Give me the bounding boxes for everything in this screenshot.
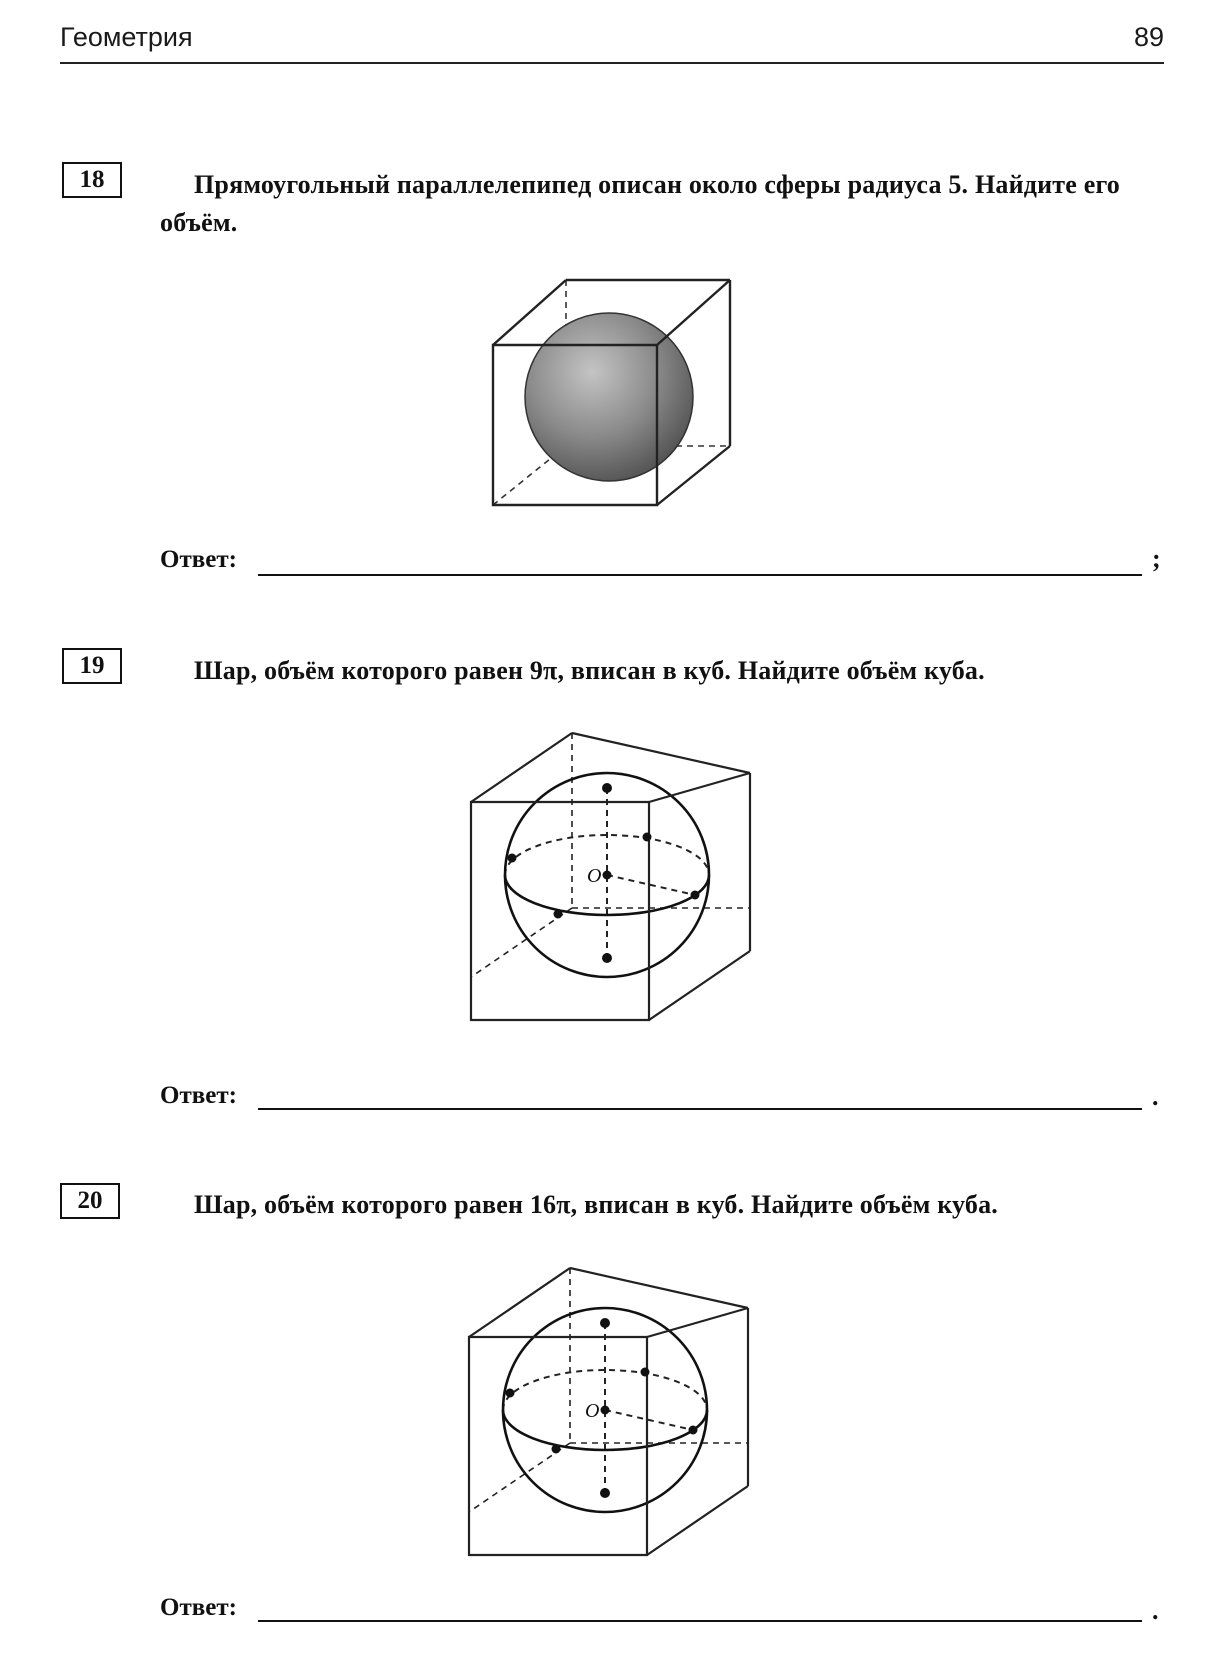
answer-field-19[interactable]: [258, 1108, 1142, 1110]
center-label-o: O: [585, 1400, 600, 1422]
answer-label-18: Ответ:: [160, 546, 237, 573]
task-text-18: Прямоугольный параллелепипед описан около сферы радиуса 5. Найдите его объём.: [160, 170, 1121, 237]
task-number-18: 18: [62, 162, 122, 198]
task-text-20: Шар, объём которого равен 16π, вписан в куб. Найдите объём куба.: [194, 1190, 999, 1219]
task-number-20: 20: [60, 1183, 120, 1219]
answer-field-18[interactable]: [258, 574, 1142, 576]
answer-field-20[interactable]: [258, 1620, 1142, 1622]
task-number-19: 19: [62, 648, 122, 684]
figure-box-with-sphere: [480, 275, 740, 515]
answer-end-18: ;: [1152, 544, 1161, 573]
page-number: 89: [1133, 22, 1164, 52]
answer-label-19: Ответ:: [160, 1082, 237, 1109]
task-text-19: Шар, объём которого равен 9π, вписан в куб. Найдите объём куба.: [194, 656, 985, 685]
answer-label-20: Ответ:: [160, 1594, 237, 1621]
figure-cube-inscribed-sphere-20: [458, 1260, 758, 1560]
sphere: [525, 313, 693, 481]
header-title: Геометрия: [60, 22, 193, 52]
answer-end-20: .: [1152, 1596, 1159, 1625]
figure-cube-inscribed-sphere-19: [460, 725, 760, 1025]
center-label-o: O: [587, 865, 602, 887]
header-rule: [60, 62, 1164, 64]
answer-end-19: .: [1152, 1082, 1159, 1111]
